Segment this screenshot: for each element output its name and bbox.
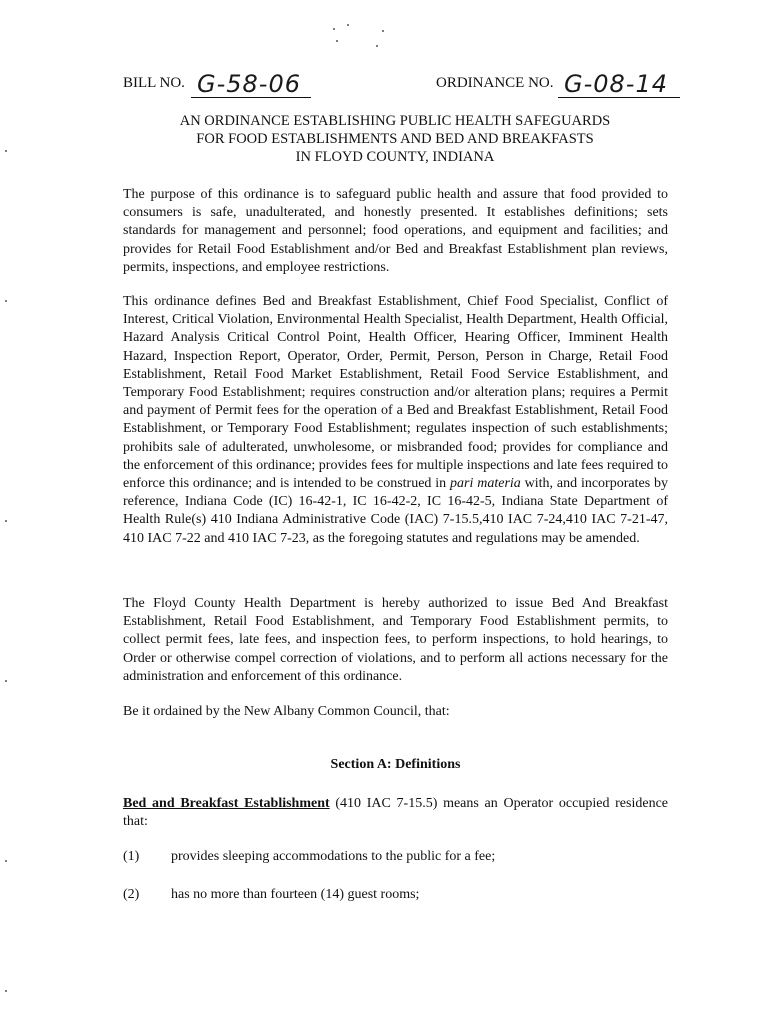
ordinance-number-handwritten: G-08-14: [558, 72, 680, 98]
definition-text: (410 IAC 7-15.5) means an Operator occupied residence that:: [123, 796, 669, 830]
bill-ordinance-header: [123, 62, 668, 98]
title-line: IN FLOYD COUNTY, INDIANA: [295, 149, 495, 165]
list-item-number: (1): [123, 849, 140, 864]
title-line: FOR FOOD ESTABLISHMENTS AND BED AND BREAKFASTS: [196, 131, 594, 147]
authority-paragraph: The Floyd County Health Department is hereby authorized to issue Bed And Breakfast Establishment, Retail Food Establishment, and Temporary Food Establishment permits, to collect permit fees, late fees, and inspection fees, to perform inspections, to hold hearings, to Order or otherwise compel correction of violations, and to perform all actions necessary for the administration and enforcement of this ordinance.: [123, 596, 668, 684]
title-line: AN ORDINANCE ESTABLISHING PUBLIC HEALTH SAFEGUARDS: [179, 113, 611, 129]
scan-speck: [5, 300, 7, 302]
bill-number-label: BILL NO.: [123, 75, 185, 91]
scan-speck: [5, 860, 7, 862]
scan-speck: [376, 45, 378, 47]
defined-term: Bed and Breakfast Establishment: [123, 796, 330, 811]
latin-phrase: pari materia: [450, 476, 521, 492]
scan-speck: [5, 150, 7, 152]
scan-speck: [333, 28, 335, 30]
paragraph-text: with, and incorporates by reference, Indiana Code (IC) 16-42-1, IC 16-42-2, IC 16-42-5, Indiana State Department of Health Rule(s) 410 Indiana Administrative Code (IAC) 7-15.5,410 IAC 7-24,410 IAC 7-21-47, 410 IAC 7-22 and 410 IAC 7-23, as the foregoing statutes and regulations may be amended.: [123, 476, 669, 546]
scan-speck: [5, 680, 7, 682]
scan-speck: [336, 40, 338, 42]
scan-speck: [5, 520, 7, 522]
scan-speck: [382, 30, 384, 32]
paragraph-text: This ordinance defines Bed and Breakfast Establishment, Chief Food Specialist, Conflict of Interest, Critical Violation, Environmental Health Specialist, Health Department, Health Official, Hazard Analysis Critical Control Point, Health Officer, Hearing Officer, Imminent Health Hazard, Inspection Report, Operator, Order, Permit, Person, Person in Charge, Retail Food Establishment, Retail Food Market Establishment, Retail Food Service Establishment, and Temporary Food Establishment; requires construction and/or alteration plans; requires a Permit and payment of Permit fees for the operation of a Bed and Breakfast Establishment, Retail Food Establishment, or Temporary Food Establishment; regulates inspection of such establishments; prohibits sale of adulterated, unwholesome, or misbranded food; provides for compliance and the enforcement of this ordinance; provides fees for multiple inspections and late fees required to enforce this ordinance; and is intended to be construed in: [123, 294, 668, 492]
list-item-text: has no more than fourteen (14) guest rooms;: [171, 887, 420, 902]
bill-number-handwritten: G-58-06: [191, 72, 311, 98]
scan-speck: [347, 24, 349, 26]
list-item-text: provides sleeping accommodations to the public for a fee;: [171, 849, 496, 864]
definition-paragraph: [123, 795, 668, 831]
ordained-clause: Be it ordained by the New Albany Common Council, that:: [123, 704, 450, 719]
scan-speck: [5, 990, 7, 992]
list-item-number: (2): [123, 887, 140, 902]
purpose-paragraph: The purpose of this ordinance is to safeguard public health and assure that food provided to consumers is safe, unadulterated, and honestly presented. It establishes definitions; sets standards for management and personnel; food operations, and equipment and facilities; and provides for Retail Food Establishment and/or Bed and Breakfast Establishment plan reviews, permits, inspections, and employee restrictions.: [123, 187, 668, 275]
section-heading: Section A: Definitions: [330, 757, 461, 772]
definitions-summary-paragraph: [123, 293, 668, 548]
ordinance-number-label: ORDINANCE NO.: [436, 75, 554, 91]
ordinance-title: [140, 112, 650, 166]
